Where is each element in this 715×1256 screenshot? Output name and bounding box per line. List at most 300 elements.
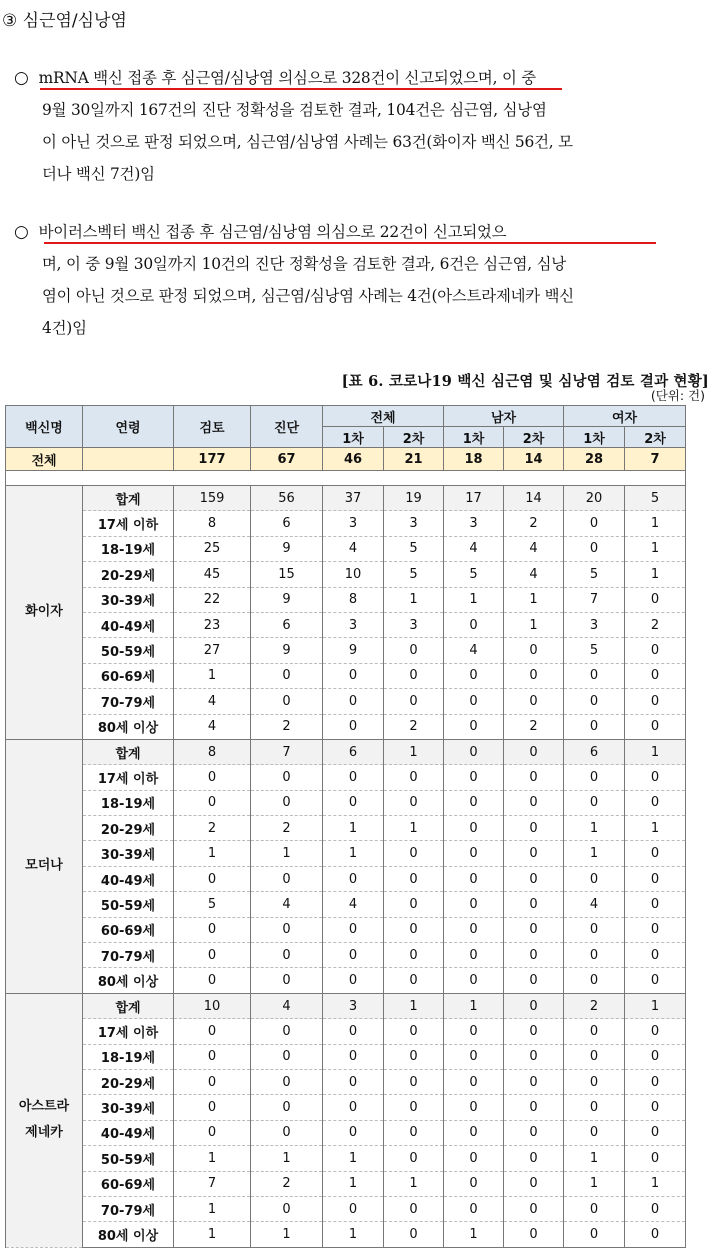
- red-underline: [40, 88, 562, 90]
- header-dose1: 1차: [564, 427, 625, 448]
- cell-value: 2: [251, 1171, 323, 1196]
- cell-value: 0: [564, 866, 625, 891]
- cell-value: 1: [625, 562, 686, 587]
- cell-value: 0: [444, 663, 504, 688]
- cell-value: 0: [384, 1044, 444, 1069]
- cell-value: 0: [564, 1222, 625, 1247]
- cell-value: 1: [384, 993, 444, 1018]
- age-label: 18-19세: [83, 536, 174, 561]
- cell-value: 0: [384, 892, 444, 917]
- cell-value: 0: [251, 1120, 323, 1145]
- cell-value: 4: [174, 689, 251, 714]
- header-dose2: 2차: [504, 427, 564, 448]
- cell-value: 0: [625, 1019, 686, 1044]
- cell-value: 0: [504, 917, 564, 942]
- cell-value: 2: [564, 993, 625, 1018]
- cell-value: 5: [564, 562, 625, 587]
- cell-value: 0: [564, 1019, 625, 1044]
- cell-value: 1: [564, 816, 625, 841]
- cell-value: 0: [444, 1095, 504, 1120]
- cell-value: 0: [564, 1069, 625, 1094]
- cell-value: 1: [384, 816, 444, 841]
- cell-value: 0: [564, 663, 625, 688]
- header-dose2: 2차: [625, 427, 686, 448]
- table-row: [6, 1171, 686, 1196]
- cell-value: 0: [251, 790, 323, 815]
- age-label: 30-39세: [83, 1095, 174, 1120]
- cell-value: 1: [564, 1146, 625, 1171]
- table-row: [6, 511, 686, 536]
- cell-value: 9: [251, 638, 323, 663]
- cell-value: 4: [251, 892, 323, 917]
- cell-value: 4: [323, 892, 384, 917]
- cell-value: 0: [504, 892, 564, 917]
- cell-value: 0: [174, 968, 251, 993]
- age-label: 20-29세: [83, 816, 174, 841]
- cell-value: 0: [504, 866, 564, 891]
- cell-value: 23: [174, 612, 251, 637]
- cell-value: 1: [174, 1196, 251, 1221]
- cell-value: 3: [384, 612, 444, 637]
- cell-value: 0: [323, 1095, 384, 1120]
- cell-value: 0: [323, 1019, 384, 1044]
- cell-value: 0: [444, 1019, 504, 1044]
- cell-value: 2: [174, 816, 251, 841]
- cell-value: 1: [444, 587, 504, 612]
- table-row: [6, 1069, 686, 1094]
- age-label: 60-69세: [83, 917, 174, 942]
- total-value: 7: [625, 448, 686, 471]
- total-label: 전체: [6, 448, 83, 471]
- cell-value: 0: [625, 1222, 686, 1247]
- cell-value: 0: [251, 1069, 323, 1094]
- paragraph-viral-vector-line-1: ○ 바이러스벡터 백신 접종 후 심근염/심낭염 의심으로 22건이 신고되었으: [14, 222, 507, 242]
- cell-value: 25: [174, 536, 251, 561]
- cell-value: 1: [625, 511, 686, 536]
- cell-value: 0: [251, 765, 323, 790]
- paragraph-mrna-line-1: ○ mRNA 백신 접종 후 심근염/심낭염 의심으로 328건이 신고되었으며, 이 중: [14, 68, 536, 88]
- total-value: 28: [564, 448, 625, 471]
- cell-value: 1: [564, 841, 625, 866]
- cell-value: 2: [384, 714, 444, 739]
- cell-value: 19: [384, 486, 444, 511]
- table-row: [6, 612, 686, 637]
- cell-value: 0: [625, 866, 686, 891]
- cell-value: 0: [625, 1044, 686, 1069]
- total-value: 67: [251, 448, 323, 471]
- table-row: [6, 536, 686, 561]
- age-label: 70-79세: [83, 689, 174, 714]
- cell-value: 0: [174, 1019, 251, 1044]
- cell-value: 0: [625, 841, 686, 866]
- cell-value: 1: [251, 1222, 323, 1247]
- total-value: 14: [504, 448, 564, 471]
- cell-value: 0: [251, 1095, 323, 1120]
- age-label: 80세 이상: [83, 968, 174, 993]
- cell-value: 0: [444, 689, 504, 714]
- cell-value: 1: [323, 1146, 384, 1171]
- underlined-text: mRNA 백신 접종 후 심근염/심낭염 의심으로 328건이 신고: [38, 69, 434, 87]
- cell-value: 0: [174, 790, 251, 815]
- cell-value: 159: [174, 486, 251, 511]
- cell-value: 9: [251, 587, 323, 612]
- cell-value: 0: [323, 917, 384, 942]
- cell-value: 2: [625, 612, 686, 637]
- cell-value: 1: [625, 1171, 686, 1196]
- cell-value: 0: [384, 1196, 444, 1221]
- cell-value: 0: [251, 689, 323, 714]
- cell-value: 1: [174, 1222, 251, 1247]
- cell-value: 5: [174, 892, 251, 917]
- cell-value: 0: [323, 1196, 384, 1221]
- table-row: [6, 943, 686, 968]
- table-row: [6, 562, 686, 587]
- cell-value: 0: [504, 943, 564, 968]
- table-row: [6, 638, 686, 663]
- cell-value: 0: [504, 1019, 564, 1044]
- cell-value: 0: [323, 689, 384, 714]
- age-label: 50-59세: [83, 1146, 174, 1171]
- age-label: 40-49세: [83, 1120, 174, 1145]
- cell-value: 0: [625, 1146, 686, 1171]
- cell-value: 0: [384, 943, 444, 968]
- cell-value: 0: [444, 714, 504, 739]
- age-label: 80세 이상: [83, 1222, 174, 1247]
- cell-value: 0: [564, 536, 625, 561]
- cell-value: 7: [251, 739, 323, 764]
- cell-value: 1: [251, 841, 323, 866]
- cell-value: 0: [444, 739, 504, 764]
- cell-value: 1: [174, 663, 251, 688]
- table-row: [6, 689, 686, 714]
- cell-value: 0: [323, 1120, 384, 1145]
- cell-value: 0: [625, 1069, 686, 1094]
- header-dose2: 2차: [384, 427, 444, 448]
- cell-value: 4: [323, 536, 384, 561]
- age-label: 17세 이하: [83, 511, 174, 536]
- header-total: 전체: [323, 406, 444, 427]
- cell-value: 1: [174, 1146, 251, 1171]
- vaccine-group-moderna: [6, 739, 686, 993]
- cell-value: 0: [384, 1222, 444, 1247]
- cell-value: 7: [174, 1171, 251, 1196]
- cell-value: 0: [384, 765, 444, 790]
- total-value: 18: [444, 448, 504, 471]
- cell-value: 10: [323, 562, 384, 587]
- cell-value: 0: [323, 663, 384, 688]
- underlined-text: 바이러스벡터 백신 접종 후 심근염/심낭염 의심으로 22건이 신고: [38, 223, 463, 241]
- cell-value: 1: [323, 1171, 384, 1196]
- cell-value: 0: [444, 816, 504, 841]
- table-row: [6, 841, 686, 866]
- red-underline: [44, 242, 656, 244]
- cell-value: 0: [251, 917, 323, 942]
- cell-value: 4: [251, 993, 323, 1018]
- cell-value: 0: [444, 968, 504, 993]
- cell-value: 0: [384, 1146, 444, 1171]
- table-caption: [표 6. 코로나19 백신 심근염 및 심낭염 검토 결과 현황]: [341, 373, 709, 390]
- table-row: [6, 765, 686, 790]
- table-row: [6, 816, 686, 841]
- table-row: [6, 866, 686, 891]
- header-female: 여자: [564, 406, 686, 427]
- cell-value: 0: [504, 841, 564, 866]
- cell-value: 4: [444, 536, 504, 561]
- cell-value: 22: [174, 587, 251, 612]
- age-label: 합계: [83, 739, 174, 764]
- cell-value: 0: [323, 866, 384, 891]
- cell-value: 1: [384, 1171, 444, 1196]
- cell-value: 0: [504, 968, 564, 993]
- age-label: 17세 이하: [83, 765, 174, 790]
- cell-value: 0: [625, 892, 686, 917]
- cell-value: 4: [504, 536, 564, 561]
- cell-value: 0: [174, 1095, 251, 1120]
- cell-value: 4: [444, 638, 504, 663]
- cell-value: 0: [251, 663, 323, 688]
- cell-value: 2: [251, 816, 323, 841]
- age-label: 40-49세: [83, 612, 174, 637]
- total-value: 21: [384, 448, 444, 471]
- cell-value: 3: [323, 511, 384, 536]
- cell-value: 0: [251, 1044, 323, 1069]
- cell-value: 8: [174, 739, 251, 764]
- cell-value: 0: [384, 790, 444, 815]
- cell-value: 2: [251, 714, 323, 739]
- cell-value: 0: [174, 917, 251, 942]
- cell-value: 0: [625, 663, 686, 688]
- cell-value: 20: [564, 486, 625, 511]
- header-male: 남자: [444, 406, 564, 427]
- vaccine-name: 모더나: [6, 739, 83, 993]
- cell-value: 0: [251, 968, 323, 993]
- cell-value: 1: [174, 841, 251, 866]
- cell-value: 0: [564, 943, 625, 968]
- cell-value: 0: [564, 714, 625, 739]
- cell-value: 0: [323, 790, 384, 815]
- age-label: 30-39세: [83, 587, 174, 612]
- cell-value: 0: [564, 765, 625, 790]
- cell-value: 0: [174, 943, 251, 968]
- cell-value: 3: [564, 612, 625, 637]
- cell-value: 1: [625, 816, 686, 841]
- cell-value: 2: [504, 511, 564, 536]
- cell-value: 6: [251, 511, 323, 536]
- age-label: 80세 이상: [83, 714, 174, 739]
- cell-value: 4: [174, 714, 251, 739]
- cell-value: 14: [504, 486, 564, 511]
- age-label: 17세 이하: [83, 1019, 174, 1044]
- cell-value: 45: [174, 562, 251, 587]
- cell-value: 1: [323, 1222, 384, 1247]
- table-row: [6, 486, 686, 511]
- cell-value: 1: [564, 1171, 625, 1196]
- cell-value: 0: [384, 1095, 444, 1120]
- cell-value: 0: [504, 1222, 564, 1247]
- cell-value: 0: [625, 765, 686, 790]
- table-row: [6, 1146, 686, 1171]
- cell-value: 0: [504, 790, 564, 815]
- cell-value: 0: [564, 511, 625, 536]
- cell-value: 15: [251, 562, 323, 587]
- cell-value: 0: [564, 1044, 625, 1069]
- cell-value: 0: [323, 968, 384, 993]
- cell-value: 0: [504, 663, 564, 688]
- cell-value: 0: [625, 1196, 686, 1221]
- cell-value: 5: [564, 638, 625, 663]
- cell-value: 0: [444, 1146, 504, 1171]
- age-label: 70-79세: [83, 1196, 174, 1221]
- cell-value: 56: [251, 486, 323, 511]
- cell-value: 3: [323, 993, 384, 1018]
- cell-value: 0: [504, 1095, 564, 1120]
- cell-value: 0: [625, 1095, 686, 1120]
- cell-value: 2: [504, 714, 564, 739]
- cell-value: 0: [444, 866, 504, 891]
- cell-value: 0: [384, 689, 444, 714]
- cell-value: 0: [504, 1196, 564, 1221]
- cell-value: 3: [384, 511, 444, 536]
- cell-value: 0: [384, 968, 444, 993]
- cell-value: 0: [384, 841, 444, 866]
- cell-value: 0: [625, 587, 686, 612]
- section-heading: ③ 심근염/심낭염: [2, 11, 127, 31]
- table-row: [6, 587, 686, 612]
- age-label: 18-19세: [83, 1044, 174, 1069]
- cell-value: 0: [174, 1120, 251, 1145]
- age-label: 20-29세: [83, 1069, 174, 1094]
- header-vaccine: 백신명: [6, 406, 83, 448]
- age-label: 40-49세: [83, 866, 174, 891]
- table-unit: (단위: 건): [650, 388, 705, 403]
- cell-value: 1: [625, 993, 686, 1018]
- table-row: [6, 917, 686, 942]
- cell-value: 0: [444, 943, 504, 968]
- age-label: 30-39세: [83, 841, 174, 866]
- cell-value: 0: [625, 714, 686, 739]
- cell-value: 4: [564, 892, 625, 917]
- paragraph-viral-vector: ○ 바이러스벡터 백신 접종 후 심근염/심낭염 의심으로 22건이 신고되었으 며, 이 중 9월 30일까지 10건의 진단 정확성을 검토한 결과, 6건은 심근염, 심낭 염이 아닌 것으로 판정 되었으며, 심근염/심낭염 사례는 4건(아스트라제네카 백신 4건)임: [14, 216, 714, 344]
- vaccine-group-pfizer: [6, 486, 686, 740]
- cell-value: 1: [504, 587, 564, 612]
- cell-value: 17: [444, 486, 504, 511]
- cell-value: 0: [564, 790, 625, 815]
- header-review: 검토: [174, 406, 251, 448]
- cell-value: 0: [564, 1196, 625, 1221]
- spacer-row: [6, 471, 686, 486]
- cell-value: 6: [323, 739, 384, 764]
- cell-value: 5: [625, 486, 686, 511]
- cell-value: 0: [504, 1044, 564, 1069]
- cell-value: 0: [625, 1120, 686, 1145]
- cell-value: 1: [625, 536, 686, 561]
- cell-value: 0: [323, 1069, 384, 1094]
- cell-value: 0: [174, 866, 251, 891]
- table-row: [6, 739, 686, 764]
- cell-value: 0: [504, 1120, 564, 1145]
- cell-value: 0: [625, 689, 686, 714]
- cell-value: 0: [444, 790, 504, 815]
- cell-value: 0: [384, 1019, 444, 1044]
- cell-value: 0: [564, 1120, 625, 1145]
- cell-value: 5: [384, 536, 444, 561]
- table-row: [6, 1019, 686, 1044]
- cell-value: 1: [625, 739, 686, 764]
- cell-value: 27: [174, 638, 251, 663]
- age-label: 50-59세: [83, 638, 174, 663]
- cell-value: 0: [504, 1171, 564, 1196]
- cell-value: 0: [504, 765, 564, 790]
- cell-value: 1: [384, 587, 444, 612]
- cell-value: 0: [625, 638, 686, 663]
- cell-value: 0: [504, 816, 564, 841]
- cell-value: 0: [174, 765, 251, 790]
- table-row: [6, 1120, 686, 1145]
- cell-value: 0: [564, 1095, 625, 1120]
- cell-value: 0: [323, 714, 384, 739]
- cell-value: 37: [323, 486, 384, 511]
- table-row: [6, 663, 686, 688]
- cell-value: 0: [251, 1019, 323, 1044]
- age-label: 합계: [83, 993, 174, 1018]
- cell-value: 1: [323, 841, 384, 866]
- table-row: [6, 1222, 686, 1247]
- cell-value: 0: [384, 917, 444, 942]
- paragraph-mrna: ○ mRNA 백신 접종 후 심근염/심낭염 의심으로 328건이 신고되었으며, 이 중 9월 30일까지 167건의 진단 정확성을 검토한 결과, 104건은 심근염, 심낭염 이 아닌 것으로 판정 되었으며, 심근염/심낭염 사례는 63건(화이자 백신 56건, 모 더나 백신 7건)임: [14, 62, 714, 190]
- cell-value: 0: [384, 1069, 444, 1094]
- cell-value: 0: [564, 968, 625, 993]
- cell-value: 0: [323, 943, 384, 968]
- header-dose1: 1차: [444, 427, 504, 448]
- header-age: 연령: [83, 406, 174, 448]
- cell-value: 0: [384, 663, 444, 688]
- cell-value: 0: [504, 993, 564, 1018]
- cell-value: 7: [564, 587, 625, 612]
- cell-value: 1: [444, 993, 504, 1018]
- cell-value: 0: [384, 638, 444, 663]
- table-row: [6, 790, 686, 815]
- header-diagnosis: 진단: [251, 406, 323, 448]
- cell-value: 0: [564, 917, 625, 942]
- cell-value: 0: [444, 1171, 504, 1196]
- cell-value: 0: [251, 943, 323, 968]
- age-label: 60-69세: [83, 1171, 174, 1196]
- cell-value: 0: [444, 1196, 504, 1221]
- cell-value: 5: [384, 562, 444, 587]
- cell-value: 0: [444, 917, 504, 942]
- header-dose1: 1차: [323, 427, 384, 448]
- total-value: 46: [323, 448, 384, 471]
- cell-value: 6: [251, 612, 323, 637]
- cell-value: 0: [444, 841, 504, 866]
- cell-value: 6: [564, 739, 625, 764]
- cell-value: 0: [174, 1069, 251, 1094]
- cell-value: 0: [444, 765, 504, 790]
- cell-value: 1: [384, 739, 444, 764]
- cell-value: 0: [323, 765, 384, 790]
- cell-value: 0: [504, 689, 564, 714]
- cell-value: 0: [625, 943, 686, 968]
- cell-value: 3: [444, 511, 504, 536]
- cell-value: 0: [251, 1196, 323, 1221]
- cell-value: 0: [444, 612, 504, 637]
- cell-value: 0: [625, 917, 686, 942]
- table-row: [6, 1044, 686, 1069]
- vaccine-name: 화이자: [6, 486, 83, 740]
- cell-value: 3: [323, 612, 384, 637]
- table-row: [6, 714, 686, 739]
- cell-value: 8: [323, 587, 384, 612]
